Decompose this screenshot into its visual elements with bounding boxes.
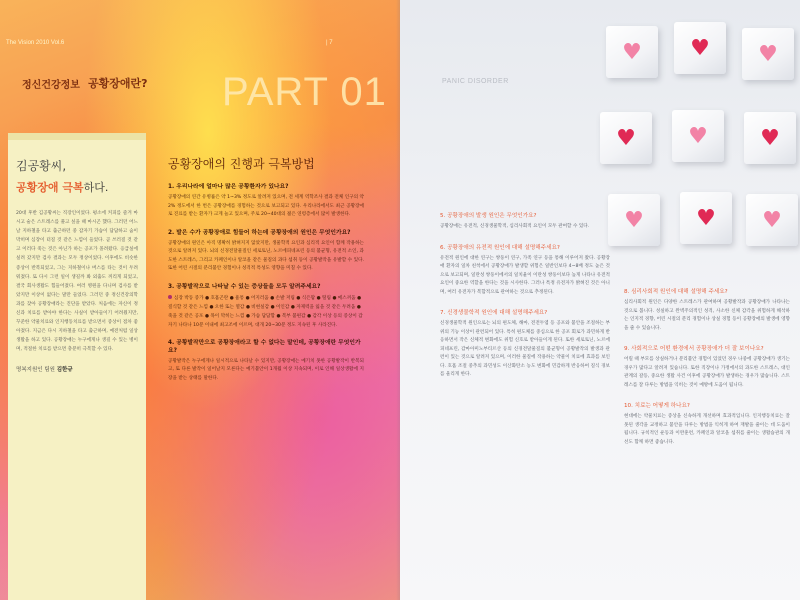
sugar-cube-photo [596, 18, 800, 248]
answer: 공황장애는 유전적, 신경생물학적, 심리사회적 요인이 모두 관여할 수 있다. [440, 224, 590, 229]
intro-column-tab [8, 133, 146, 140]
qa-item-6 [440, 244, 610, 298]
intro-headline-rest: 하다. [83, 181, 109, 194]
answer: 공황장애의 연간 유병률은 약 1~3% 정도로 알려져 있으며, 전 세계 역학조사 결과 전체 인구의 약 2% 정도에서 한 번은 공황장애를 경험하는 것으로 보고되고 있다. 우리나라에서도 최근 공황장애로 진료를 받는 환자가 크게 늘고 있으며, 주로 20~40대의 젊은 연령층에서 많이 발생한다. [168, 195, 364, 217]
intro-body: 20대 후반 김공황씨는 직장인이었다. 평소에 커피를 즐겨 마시고 술은 스트레스를 풀고 싶을 때 마시곤 했다. 그러던 어느 날 지하철을 타고 출근하던 중 갑자기 가슴이 답답하고 숨이 막히며 심장이 터질 것 같은 느낌이 들었다. 곧 쓰러질 것 같고 이러다 죽는 것은 아닌가 하는 공포가 몰려왔다. 응급실에 실려 갔지만 검사 결과는 모두 정상이었다. 이후에도 비슷한 증상이 반복되었고, 그는 지하철이나 버스를 타는 것이 두려워졌다. 또 다시 그런 일이 생길까 봐 외출도 꺼리게 되었고, 결국 회사생활도 힘들어졌다. 여러 병원을 다니며 검사를 받았지만 이상이 없다는 말만 들었다. 그러던 중 정신건강의학과를 찾아 공황장애라는 진단을 받았다. 처음에는 자신이 정신과 치료를 받아야 한다는 사실이 받아들이기 어려웠지만, 꾸준한 약물치료와 인지행동치료를 받으면서 증상이 점차 좋아졌다. 지금은 다시 지하철을 타고 출근하며, 예전처럼 일상생활을 하고 있다. 공황장애는 누구에게나 생길 수 있는 병이며, 적절한 치료를 받으면 충분히 극복할 수 있다. [16, 211, 138, 353]
heart-icon: ♥ [624, 208, 644, 234]
answer: 공황발작은 누구에게나 일시적으로 나타날 수 있지만, 공황장애는 예기치 못한 공황발작이 반복되고, 또 다른 발작이 일어날지 모른다는 예기불안이 1개월 이상 지속되며, 이로 인해 일상생활에 지장을 받는 상태를 말한다. [168, 358, 364, 381]
question: 5. 공황장애의 발생 원인은 무엇인가요? [440, 213, 537, 219]
answer: 어릴 때 부모를 상실하거나 분리불안 경험이 있었던 경우 나중에 공황장애가 생기는 경우가 많다고 알려져 있습니다. 또한 직장이나 가정에서의 과도한 스트레스, 대인관계의 갈등, 중요한 생활 사건 이후에 공황장애가 발생하는 경우가 많습니다. 스트레스를 잘 다루는 방법을 익히는 것이 예방에 도움이 됩니다. [624, 357, 790, 388]
answer: 공황장애의 원인은 아직 명확히 밝혀지지 않았지만, 생물학적 요인과 심리적 요인이 함께 작용하는 것으로 알려져 있다. 뇌의 신경전달물질인 세로토닌, 노르에피네프린 등의 불균형, 유전적 소인, 과도한 스트레스, 그리고 카페인이나 알코올 같은 물질의 과다 섭취 등이 공황발작을 유발할 수 있다. 또한 어린 시절의 분리불안 경험이나 성격적 특성도 영향을 미칠 수 있다. [168, 240, 364, 271]
sugar-cube [744, 112, 796, 164]
question: 8. 심리사회적 원인에 대해 설명해 주세요? [624, 289, 728, 295]
intro-headline [16, 179, 138, 195]
qa-item-3 [168, 283, 364, 330]
sugar-cube [600, 112, 652, 164]
answer: 심리사회적 원인은 다양한 스트레스가 관여하며 공황발작과 공황장애가 나타나는 것으로 봅니다. 성실하고 완벽주의적인 성격, 사소한 신체 감각을 위험하게 해석하는 인지적 경향, 어린 시절의 분리 경험이나 상실 경험 등이 공황장애의 발생에 영향을 줄 수 있습니다. [624, 300, 790, 331]
right-column-2 [624, 288, 790, 598]
right-page [400, 0, 800, 600]
qa-item-1 [168, 183, 364, 220]
sugar-cube [674, 22, 726, 74]
question: 6. 공황장애의 유전적 원인에 대해 설명해주세요? [440, 244, 560, 251]
question: 2. 발은 수가 공황장애로 힘들어 하는데 공황장애의 원인은 무엇인가요? [168, 229, 351, 236]
section-title: 공황장애란? [88, 77, 148, 90]
sugar-cube [746, 194, 798, 246]
question: 3. 공황발작으로 나타날 수 있는 증상들을 모두 알려주세요? [168, 283, 321, 290]
question: 4. 공황발작만으로 공황장애라고 할 수 없다는 말인데, 공황장애란 무엇인가요? [168, 339, 361, 354]
bullet-dot-icon [168, 295, 172, 299]
answer: 유전적 원인에 대한 연구는 쌍둥이 연구, 가족 연구 등을 통해 이루어져 왔다. 공황장애 환자의 일차 친척에서 공황장애가 발생할 위험은 일반인보다 4~8배 정도 높은 것으로 보고되며, 일란성 쌍둥이에서의 일치율이 이란성 쌍둥이보다 높게 나타나 유전적 요인이 중요한 역할을 한다는 것을 시사한다. 그러나 특정 유전자가 밝혀진 것은 아니며, 여러 유전자가 복합적으로 관여하는 것으로 추정된다. [440, 255, 610, 295]
qa-item-7 [440, 309, 610, 380]
sugar-cube [606, 26, 658, 78]
qa-item-5 [440, 212, 610, 232]
qa-item-2 [168, 229, 364, 274]
sugar-cube [742, 28, 794, 80]
question: 9. 사회적으로 어떤 환경에서 공황장애가 더 잘 보이나요? [624, 346, 764, 352]
intro-column [8, 133, 146, 600]
intro-author: 김공황씨, [16, 159, 67, 173]
heart-icon: ♥ [760, 126, 780, 152]
right-column-1 [440, 212, 610, 598]
section-tag: 정신건강정보 [22, 80, 80, 91]
qa-item-10 [624, 402, 790, 447]
question: 1. 우리나라에 얼마나 많은 공황환자가 있나요? [168, 184, 289, 190]
intro-signature [16, 365, 138, 373]
panic-disorder-label: PANIC DISORDER [442, 78, 509, 85]
heart-icon: ♥ [616, 126, 636, 152]
heart-icon: ♥ [688, 124, 708, 150]
answer: 신경생물학적 원인으로는 뇌의 편도체, 해마, 전전두엽 등 공포와 불안을 조절하는 부위의 기능 이상이 관련되어 있다. 특히 편도체를 중심으로 한 공포 회로가 과민하게 반응하면서 작은 신체적 변화에도 위험 신호로 받아들이게 된다. 또한 세로토닌, 노르에피네프린, 감마아미노부티르산 등의 신경전달물질의 불균형이 공황발작의 발생과 관련이 있는 것으로 알려져 있으며, 이러한 물질에 작용하는 약물이 치료에 효과를 보인다. 호흡 조절 중추의 과민성도 이산화탄소 농도 변화에 민감하게 반응하여 질식 경보를 울리게 한다. [440, 321, 610, 377]
article-title: 공황장애의 진행과 극복방법 [168, 157, 315, 171]
question: 7. 신경생물학적 원인에 대해 설명해주세요? [440, 310, 548, 316]
answer: 현대에는 약물치료는 증상을 신속하게 개선하며 효과적입니다. 인지행동치료는 잘못된 생각을 교정하고 불안을 다루는 방법을 익히게 하여 재발을 줄이는 데 도움이 됩니다. 규칙적인 운동과 이완훈련, 카페인과 알코올 섭취를 줄이는 생활습관의 개선도 함께 하면 좋습니다. [624, 414, 790, 445]
question: 10. 치료는 어떻게 하나요? [624, 403, 690, 409]
signature-name: 김한규 [56, 366, 73, 373]
sugar-cube [680, 192, 732, 244]
sugar-cube [672, 110, 724, 162]
part-title: PART 01 [222, 70, 387, 114]
heart-icon: ♥ [696, 206, 716, 232]
intro-headline-highlight: 공황장애 극복 [16, 181, 84, 194]
magazine-header: The Vision 2010 Vol.6 [6, 40, 65, 46]
heart-icon: ♥ [622, 40, 642, 66]
sugar-cube [608, 194, 660, 246]
article-body [168, 183, 364, 598]
symptom-list [168, 294, 364, 330]
heart-icon: ♥ [762, 208, 782, 234]
heart-icon: ♥ [758, 42, 778, 68]
page-number: | 7 [326, 40, 333, 46]
symptom-text: 심장 박동 증가 ● 호흡곤란 ● 흉통 ● 어지러움 ● 손발 저림 ● 식은땀 ● 떨림 ● 메스꺼움 ● 질식할 것 같은 느낌 ● 오한 또는 열감 ● 비현실감 ● 이인감 ● 자제력을 잃을 것 같은 두려움 ● 죽을 것 같은 공포 ● 목이 막히는 느낌 ● 가슴 답답함 ● 복부 불편감 ● 감각 이상 등의 증상이 갑자기 나타나 10분 이내에 최고조에 이르며, 대개 20~30분 정도 지속된 후 사라진다. [168, 295, 363, 328]
heart-icon: ♥ [690, 36, 710, 62]
signature-prefix: 명복지원인 팀원 [16, 366, 55, 373]
qa-item-4 [168, 339, 364, 384]
qa-item-8 [624, 288, 790, 333]
qa-item-9 [624, 345, 790, 390]
